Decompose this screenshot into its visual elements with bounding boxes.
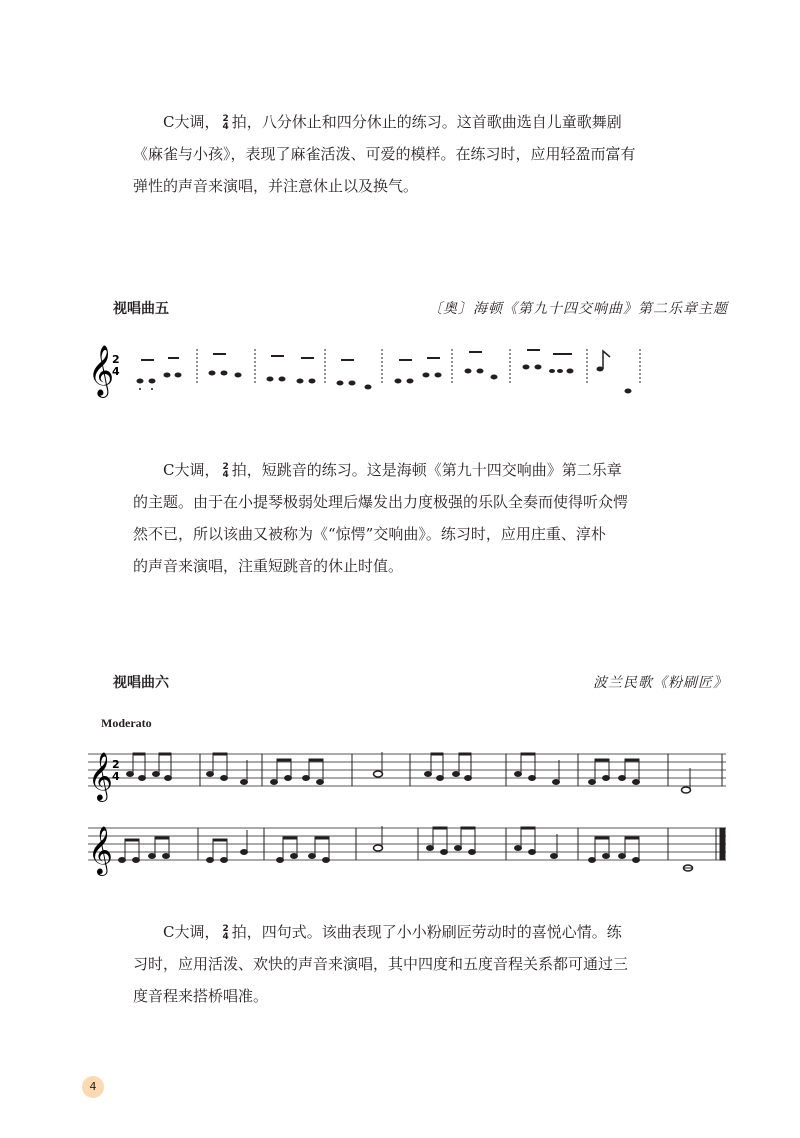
measure-2 xyxy=(209,353,242,378)
treble-clef-icon: 𝄞 xyxy=(88,751,113,800)
measure-5 xyxy=(395,357,442,384)
piece5-source: 〔奥〕海顿《第九十四交响曲》第二乐章主题 xyxy=(428,301,728,317)
intro-line-1: C大调， 2 4 拍，八分休止和四分休止的练习。这首歌曲选自儿童歌舞剧 xyxy=(163,113,622,132)
treble-clef-icon: 𝄞 xyxy=(88,825,113,874)
piece5-desc-line-2: 的主题。由于在小提琴极弱处理后爆发出力度极强的乐队全奏而使得听众愕 xyxy=(133,493,629,511)
svg-text:4: 4 xyxy=(112,770,120,783)
intro-line-3: 弹性的声音来演唱，并注意休止以及换气。 xyxy=(133,177,419,195)
piece5-score xyxy=(0,335,800,405)
page-number: 4 xyxy=(82,1076,104,1098)
piece5-desc-line-1: C大调， 2 4 拍，短跳音的练习。这是海顿《第九十四交响曲》第二乐章 xyxy=(163,461,622,480)
time-signature-inline: 2 4 xyxy=(222,462,229,480)
intro-paragraph xyxy=(133,106,678,202)
piece5-desc-line-3: 然不已，所以该曲又被称为《“惊愕”交响曲》。练习时，应用庄重、淳朴 xyxy=(133,525,606,543)
measure-8 xyxy=(597,351,632,394)
measure-6 xyxy=(465,351,498,380)
tempo-marking: Moderato xyxy=(101,716,152,730)
svg-text:2: 2 xyxy=(112,758,120,771)
piece5-title: 视唱曲五 xyxy=(113,301,169,317)
piece6-source: 波兰民歌《粉刷匠》 xyxy=(593,675,728,691)
piece6-desc-line-1: C大调， 2 4 拍，四句式。该曲表现了小小粉刷匠劳动时的喜悦心情。练 xyxy=(163,923,622,942)
time-signature-inline: 2 4 xyxy=(222,924,229,942)
piece6-staff-2 xyxy=(0,814,800,884)
piece6-desc-line-2: 习时，应用活泼、欢快的声音来演唱，其中四度和五度音程关系都可通过三 xyxy=(133,955,629,973)
piece5-description xyxy=(133,454,678,582)
measure-3 xyxy=(267,355,316,384)
time-signature-inline: 2 4 xyxy=(222,114,229,132)
time-signature-bottom: 4 xyxy=(112,365,120,378)
measure-4 xyxy=(337,359,372,390)
treble-clef-icon: 𝄞 xyxy=(88,345,115,396)
intro-line-2: 《麻雀与小孩》，表现了麻雀活泼、可爱的模样。在练习时，应用轻盈而富有 xyxy=(133,145,636,163)
piece5-desc-line-4: 的声音来演唱，注重短跳音的休止时值。 xyxy=(133,557,404,575)
piece6-staff-1 xyxy=(0,740,800,810)
measure-7 xyxy=(523,349,574,374)
piece6-description xyxy=(133,916,678,1012)
measure-1 xyxy=(137,357,182,390)
time-signature-top: 2 xyxy=(112,353,120,366)
piece6-desc-line-3: 度音程来搭桥唱准。 xyxy=(133,987,269,1005)
piece6-title: 视唱曲六 xyxy=(113,675,169,691)
